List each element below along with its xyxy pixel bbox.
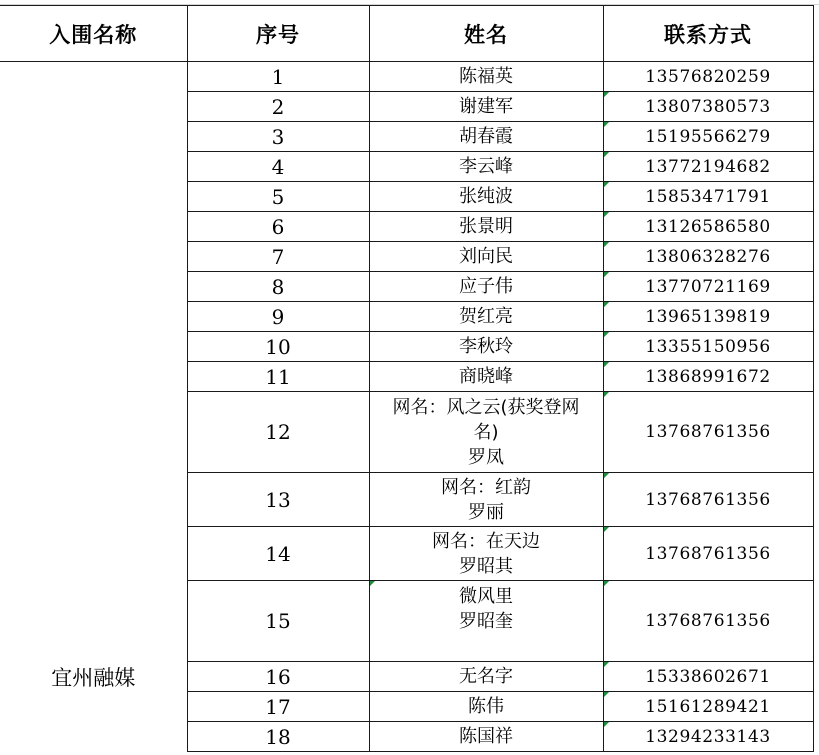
name-cell[interactable] bbox=[369, 152, 603, 182]
phone-cell[interactable] bbox=[603, 473, 813, 527]
phone-cell[interactable] bbox=[603, 152, 813, 182]
name-line: 李云峰 bbox=[459, 156, 513, 177]
phone-number: 15338602671 bbox=[645, 666, 771, 687]
index-cell[interactable]: 17 bbox=[187, 692, 369, 722]
cell-marker-icon bbox=[604, 212, 609, 217]
phone-cell[interactable] bbox=[603, 122, 813, 152]
name-line: 名) bbox=[473, 421, 499, 443]
phone-number: 15853471791 bbox=[645, 186, 771, 207]
cell-marker-icon bbox=[604, 362, 609, 367]
name-cell[interactable] bbox=[369, 692, 603, 722]
phone-number: 13294233143 bbox=[645, 726, 771, 747]
phone-cell[interactable] bbox=[603, 722, 813, 752]
name-cell[interactable] bbox=[369, 392, 603, 473]
name-cell[interactable] bbox=[369, 302, 603, 332]
phone-number: 13768761356 bbox=[645, 489, 771, 510]
name-cell[interactable] bbox=[369, 62, 603, 92]
name-line: 李秋玲 bbox=[459, 336, 513, 357]
cell-marker-icon bbox=[604, 152, 609, 157]
table-body bbox=[0, 62, 813, 752]
cell-marker-icon bbox=[604, 242, 609, 247]
cell-marker-icon bbox=[604, 122, 609, 127]
name-line: 罗昭其 bbox=[459, 555, 513, 577]
header-group-cell[interactable]: 入围名称 bbox=[0, 6, 187, 62]
name-cell[interactable] bbox=[369, 362, 603, 392]
phone-cell[interactable] bbox=[603, 182, 813, 212]
name-line bbox=[370, 634, 603, 659]
name-line: 陈国祥 bbox=[459, 726, 513, 747]
index-cell[interactable]: 15 bbox=[187, 581, 369, 662]
cell-marker-icon bbox=[604, 302, 609, 307]
phone-number: 13576820259 bbox=[645, 66, 771, 87]
name-line: 网名：在天边 bbox=[432, 530, 540, 552]
index-cell[interactable]: 9 bbox=[187, 302, 369, 332]
cell-marker-icon bbox=[604, 92, 609, 97]
phone-number: 13772194682 bbox=[645, 156, 771, 177]
phone-cell[interactable] bbox=[603, 392, 813, 473]
index-cell[interactable]: 3 bbox=[187, 122, 369, 152]
phone-number: 13965139819 bbox=[645, 306, 771, 327]
table-row bbox=[0, 62, 813, 92]
name-cell[interactable] bbox=[369, 662, 603, 692]
cell-marker-icon bbox=[604, 392, 609, 397]
index-cell[interactable]: 1 bbox=[187, 62, 369, 92]
index-cell[interactable]: 12 bbox=[187, 392, 369, 473]
name-line: 贺红亮 bbox=[459, 306, 513, 327]
index-cell[interactable]: 10 bbox=[187, 332, 369, 362]
name-cell[interactable] bbox=[369, 182, 603, 212]
index-cell[interactable]: 4 bbox=[187, 152, 369, 182]
phone-number: 15195566279 bbox=[645, 126, 771, 147]
name-cell[interactable] bbox=[369, 92, 603, 122]
phone-number: 13868991672 bbox=[645, 366, 771, 387]
cell-marker-icon bbox=[370, 581, 375, 586]
index-cell[interactable]: 2 bbox=[187, 92, 369, 122]
index-cell[interactable]: 5 bbox=[187, 182, 369, 212]
phone-number: 13126586580 bbox=[645, 216, 771, 237]
phone-cell[interactable] bbox=[603, 662, 813, 692]
cell-marker-icon bbox=[604, 473, 609, 478]
phone-cell[interactable] bbox=[603, 212, 813, 242]
cell-marker-icon bbox=[604, 272, 609, 277]
index-cell[interactable]: 16 bbox=[187, 662, 369, 692]
name-line: 胡春霞 bbox=[459, 126, 513, 147]
name-line: 陈福英 bbox=[459, 66, 513, 87]
name-line: 罗凤 bbox=[468, 446, 504, 468]
phone-cell[interactable] bbox=[603, 242, 813, 272]
name-line: 网名：风之云(获奖登网 bbox=[392, 396, 580, 418]
phone-cell[interactable] bbox=[603, 332, 813, 362]
name-cell[interactable] bbox=[369, 527, 603, 581]
phone-cell[interactable] bbox=[603, 302, 813, 332]
index-cell[interactable]: 14 bbox=[187, 527, 369, 581]
index-cell[interactable]: 18 bbox=[187, 722, 369, 752]
name-line: 微风里 bbox=[459, 585, 513, 607]
name-line: 罗昭奎 bbox=[459, 610, 513, 632]
phone-number: 13768761356 bbox=[645, 611, 771, 631]
cell-marker-icon bbox=[604, 182, 609, 187]
header-contact-cell[interactable]: 联系方式 bbox=[603, 6, 813, 62]
cell-marker-icon bbox=[604, 581, 609, 586]
phone-cell[interactable] bbox=[603, 692, 813, 722]
index-cell[interactable]: 13 bbox=[187, 473, 369, 527]
phone-cell[interactable] bbox=[603, 362, 813, 392]
index-cell[interactable]: 8 bbox=[187, 272, 369, 302]
cell-marker-icon bbox=[604, 692, 609, 697]
phone-number: 13806328276 bbox=[645, 246, 771, 267]
phone-cell[interactable] bbox=[603, 62, 813, 92]
name-cell[interactable] bbox=[369, 473, 603, 527]
name-line: 罗丽 bbox=[468, 501, 504, 523]
name-line: 陈伟 bbox=[468, 696, 504, 717]
name-cell[interactable] bbox=[369, 212, 603, 242]
cell-marker-icon bbox=[604, 332, 609, 337]
name-line: 商晓峰 bbox=[459, 366, 513, 387]
phone-number: 13768761356 bbox=[645, 543, 771, 564]
header-index-cell[interactable]: 序号 bbox=[187, 6, 369, 62]
phone-number: 13768761356 bbox=[645, 422, 771, 442]
name-line: 应子伟 bbox=[459, 276, 513, 297]
index-cell[interactable]: 6 bbox=[187, 212, 369, 242]
phone-number: 13770721169 bbox=[645, 276, 771, 297]
name-cell[interactable] bbox=[369, 272, 603, 302]
header-name-cell[interactable]: 姓名 bbox=[369, 6, 603, 62]
cell-marker-icon bbox=[604, 662, 609, 667]
header-row bbox=[0, 6, 813, 62]
name-line: 张纯波 bbox=[459, 186, 513, 207]
name-line: 网名：红韵 bbox=[441, 476, 531, 498]
phone-cell[interactable] bbox=[603, 92, 813, 122]
name-cell[interactable] bbox=[369, 581, 603, 662]
name-cell[interactable] bbox=[369, 242, 603, 272]
cell-marker-icon bbox=[604, 722, 609, 727]
phone-number: 13355150956 bbox=[645, 336, 771, 357]
phone-number: 15161289421 bbox=[645, 696, 771, 717]
roster-table bbox=[0, 5, 814, 752]
cell-marker-icon bbox=[604, 527, 609, 532]
name-line: 刘向民 bbox=[459, 246, 513, 267]
phone-cell[interactable] bbox=[603, 527, 813, 581]
phone-cell[interactable] bbox=[603, 272, 813, 302]
index-cell[interactable]: 11 bbox=[187, 362, 369, 392]
name-cell[interactable] bbox=[369, 722, 603, 752]
name-line: 谢建军 bbox=[459, 96, 513, 117]
phone-number: 13807380573 bbox=[645, 96, 771, 117]
name-line: 张景明 bbox=[459, 216, 513, 237]
phone-cell[interactable] bbox=[603, 581, 813, 662]
name-cell[interactable] bbox=[369, 332, 603, 362]
name-line: 无名字 bbox=[459, 666, 513, 687]
index-cell[interactable]: 7 bbox=[187, 242, 369, 272]
group-name-cell[interactable]: 宜州融媒 bbox=[0, 62, 187, 752]
name-cell[interactable] bbox=[369, 122, 603, 152]
